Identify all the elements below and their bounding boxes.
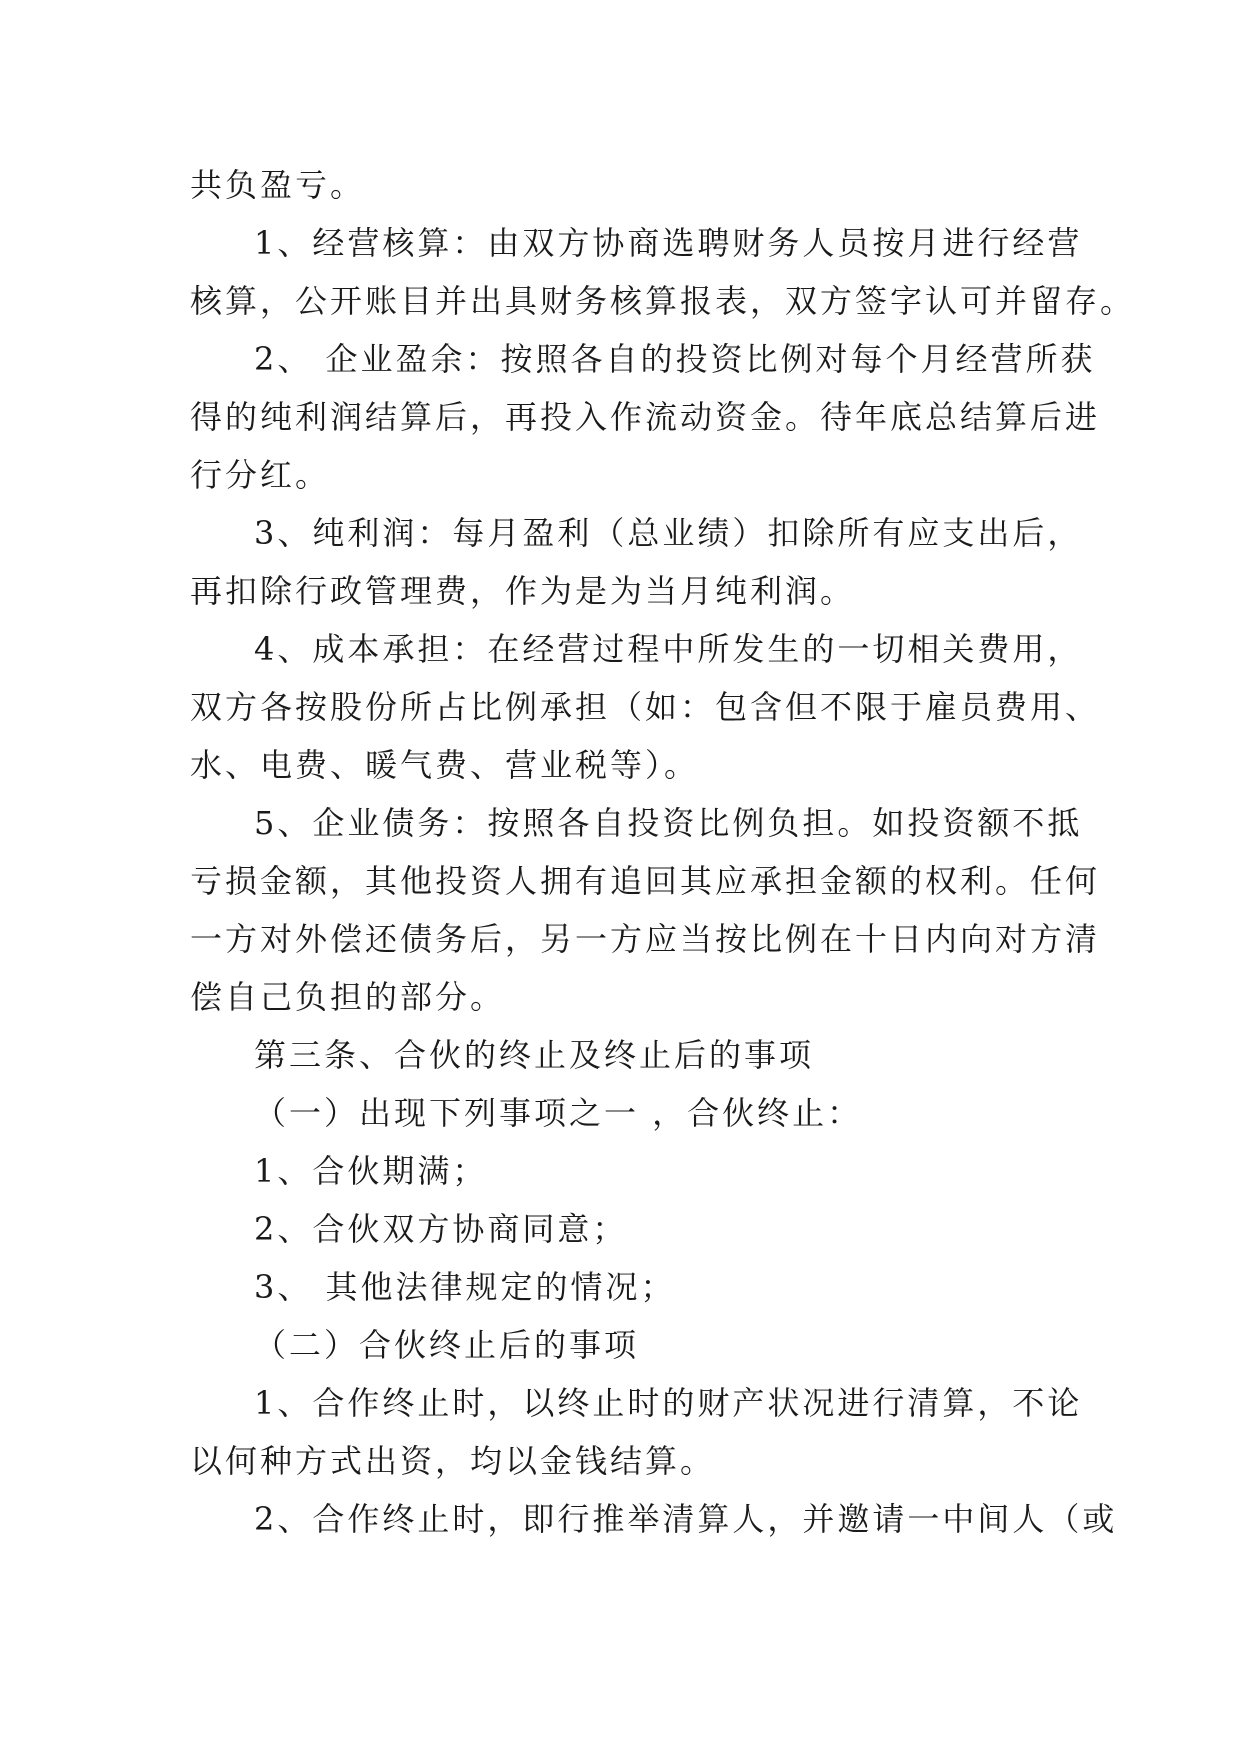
text-line: 2、合伙双方协商同意； (254, 1210, 628, 1248)
text-line: 3、 其他法律规定的情况； (254, 1268, 676, 1306)
text-line: 水、电费、暖气费、营业税等）。 (190, 746, 700, 784)
text-line: 亏损金额，其他投资人拥有追回其应承担金额的权利。任何 (190, 862, 1101, 900)
text-line: 共负盈亏。 (190, 166, 366, 204)
text-line: 5、企业债务：按照各自投资比例负担。如投资额不抵 (254, 804, 1083, 842)
text-line: 偿自己负担的部分。 (190, 978, 506, 1016)
text-line: 得的纯利润结算后，再投入作流动资金。待年底总结算后进 (190, 398, 1101, 436)
text-line: 3、纯利润：每月盈利（总业绩）扣除所有应支出后， (254, 514, 1083, 552)
text-line: 1、合作终止时，以终止时的财产状况进行清算，不论 (254, 1384, 1083, 1422)
text-line: 1、经营核算：由双方协商选聘财务人员按月进行经营 (254, 224, 1083, 262)
text-line: 一方对外偿还债务后，另一方应当按比例在十日内向对方清 (190, 920, 1101, 958)
text-line: （二）合伙终止后的事项 (254, 1326, 640, 1364)
text-line: 4、成本承担：在经营过程中所发生的一切相关费用， (254, 630, 1083, 668)
text-line: 2、合作终止时，即行推举清算人，并邀请一中间人（或 (254, 1500, 1118, 1538)
text-line: 双方各按股份所占比例承担（如：包含但不限于雇员费用、 (190, 688, 1101, 726)
text-line: 行分红。 (190, 456, 331, 494)
text-line: 2、 企业盈余：按照各自的投资比例对每个月经营所获 (254, 340, 1096, 378)
text-line: 以何种方式出资，均以金钱结算。 (190, 1442, 716, 1480)
text-line: 核算，公开账目并出具财务核算报表，双方签字认可并留存。 (190, 282, 1136, 320)
text-line: （一）出现下列事项之一 ，合伙终止： (254, 1094, 863, 1132)
text-line: 1、合伙期满； (254, 1152, 488, 1190)
text-line: 再扣除行政管理费，作为是为当月纯利润。 (190, 572, 856, 610)
section-heading: 第三条、合伙的终止及终止后的事项 (254, 1036, 815, 1074)
